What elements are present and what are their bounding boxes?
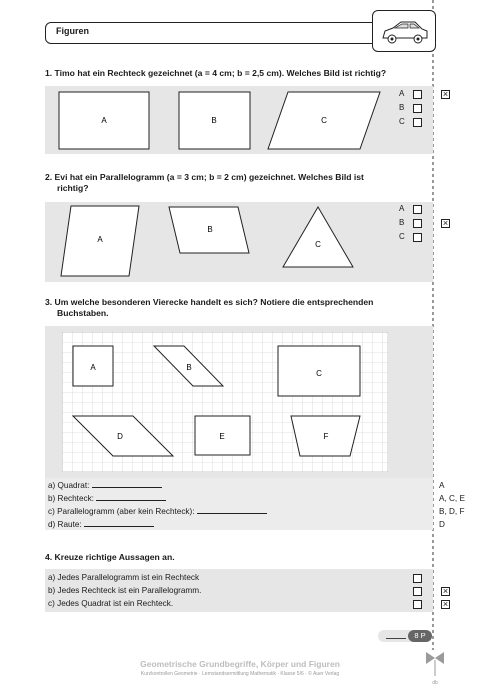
q3-answer-a-label: a) Quadrat: bbox=[48, 481, 90, 490]
q2-checkbox-a[interactable] bbox=[413, 205, 422, 214]
q4-solution-checkbox-b: × bbox=[442, 586, 449, 596]
score-box bbox=[378, 630, 432, 642]
q2-option-a: A bbox=[399, 204, 405, 213]
q1-option-c: C bbox=[399, 117, 405, 126]
q4-statement-a: a) Jedes Parallelogramm ist ein Rechteck bbox=[48, 573, 200, 582]
q3-shape-label-c: C bbox=[316, 369, 322, 378]
q4-statement-b: b) Jedes Rechteck ist ein Parallelogramm. bbox=[48, 586, 202, 595]
q4-checkbox-a[interactable] bbox=[413, 574, 422, 583]
q3-shape-label-a: A bbox=[90, 363, 96, 372]
question-2-line-1: 2. Evi hat ein Parallelogramm (a = 3 cm; b = 2 cm) gezeichnet. Welches Bild ist bbox=[45, 172, 364, 182]
q3-answer-a-line[interactable] bbox=[92, 486, 162, 488]
question-1: 1. Timo hat ein Rechteck gezeichnet (a = 4 cm; b = 2,5 cm). Welches Bild ist richtig? bbox=[45, 68, 387, 78]
q2-solution-checkbox-b: × bbox=[442, 218, 449, 228]
q3-answer-d-label: d) Raute: bbox=[48, 520, 82, 529]
q3-solution-c: B, D, F bbox=[439, 507, 465, 516]
score-points: 8 P bbox=[408, 630, 432, 642]
q3-shape-label-d: D bbox=[117, 432, 123, 441]
q3-shape-label-e: E bbox=[219, 432, 225, 441]
q2-shape-label-c: C bbox=[315, 240, 321, 249]
q2-option-b: B bbox=[399, 218, 405, 227]
question-2-line-2: richtig? bbox=[57, 183, 89, 193]
svg-text:db: db bbox=[432, 680, 438, 686]
q3-answer-d-line[interactable] bbox=[84, 525, 154, 527]
q1-shape-label-a: A bbox=[101, 116, 107, 125]
q3-answer-d bbox=[48, 520, 154, 529]
car-icon bbox=[372, 10, 436, 52]
q4-checkbox-c[interactable] bbox=[413, 600, 422, 609]
q3-answer-c bbox=[48, 507, 267, 516]
q1-shape-label-c: C bbox=[321, 116, 327, 125]
footer-title: Geometrische Grundbegriffe, Körper und Figuren bbox=[140, 659, 340, 669]
q3-shape-label-b: B bbox=[186, 363, 192, 372]
q3-answer-b-label: b) Rechteck: bbox=[48, 494, 94, 503]
q3-answer-b bbox=[48, 494, 166, 503]
q1-checkbox-c[interactable] bbox=[413, 118, 422, 127]
q3-solution-a: A bbox=[439, 481, 445, 490]
q3-answer-c-label: c) Parallelogramm (aber kein Rechteck): bbox=[48, 507, 195, 516]
q1-option-b: B bbox=[399, 103, 405, 112]
q2-checkbox-b[interactable] bbox=[413, 219, 422, 228]
q1-checkbox-b[interactable] bbox=[413, 104, 422, 113]
q3-solution-b: A, C, E bbox=[439, 494, 465, 503]
q3-shape-label-f: F bbox=[323, 432, 329, 441]
q3-grid bbox=[62, 332, 388, 472]
q2-figures bbox=[45, 202, 433, 282]
bowtie-logo-icon bbox=[424, 648, 446, 688]
q2-shape-c bbox=[283, 207, 353, 267]
q1-shape-label-b: B bbox=[211, 116, 217, 125]
q1-figures bbox=[45, 86, 433, 154]
q4-solution-checkbox-c: × bbox=[442, 599, 449, 609]
q1-option-a: A bbox=[399, 89, 405, 98]
q1-checkbox-a[interactable] bbox=[413, 90, 422, 99]
score-blank[interactable] bbox=[386, 638, 406, 639]
question-3-line-2: Buchstaben. bbox=[57, 308, 109, 318]
q2-shape-label-a: A bbox=[97, 235, 103, 244]
q3-answer-a bbox=[48, 481, 162, 490]
q3-answer-b-line[interactable] bbox=[96, 499, 166, 501]
question-4: 4. Kreuze richtige Aussagen an. bbox=[45, 552, 175, 562]
q4-checkbox-b[interactable] bbox=[413, 587, 422, 596]
q2-option-c: C bbox=[399, 232, 405, 241]
q2-checkbox-c[interactable] bbox=[413, 233, 422, 242]
q1-solution-checkbox-a: × bbox=[442, 89, 449, 99]
footer-subtitle: Kurzkontrollen Geometrie · Lernstandsermittlung Mathematik · Klasse 5/6 · © Auer Verlag bbox=[140, 671, 340, 677]
section-title: Figuren bbox=[56, 26, 89, 36]
q2-shape-label-b: B bbox=[207, 225, 213, 234]
question-3-line-1: 3. Um welche besonderen Vierecke handelt es sich? Notiere die entsprechenden bbox=[45, 297, 374, 307]
q3-answer-c-line[interactable] bbox=[197, 512, 267, 514]
q4-statement-c: c) Jedes Quadrat ist ein Rechteck. bbox=[48, 599, 174, 608]
q3-solution-d: D bbox=[439, 520, 445, 529]
